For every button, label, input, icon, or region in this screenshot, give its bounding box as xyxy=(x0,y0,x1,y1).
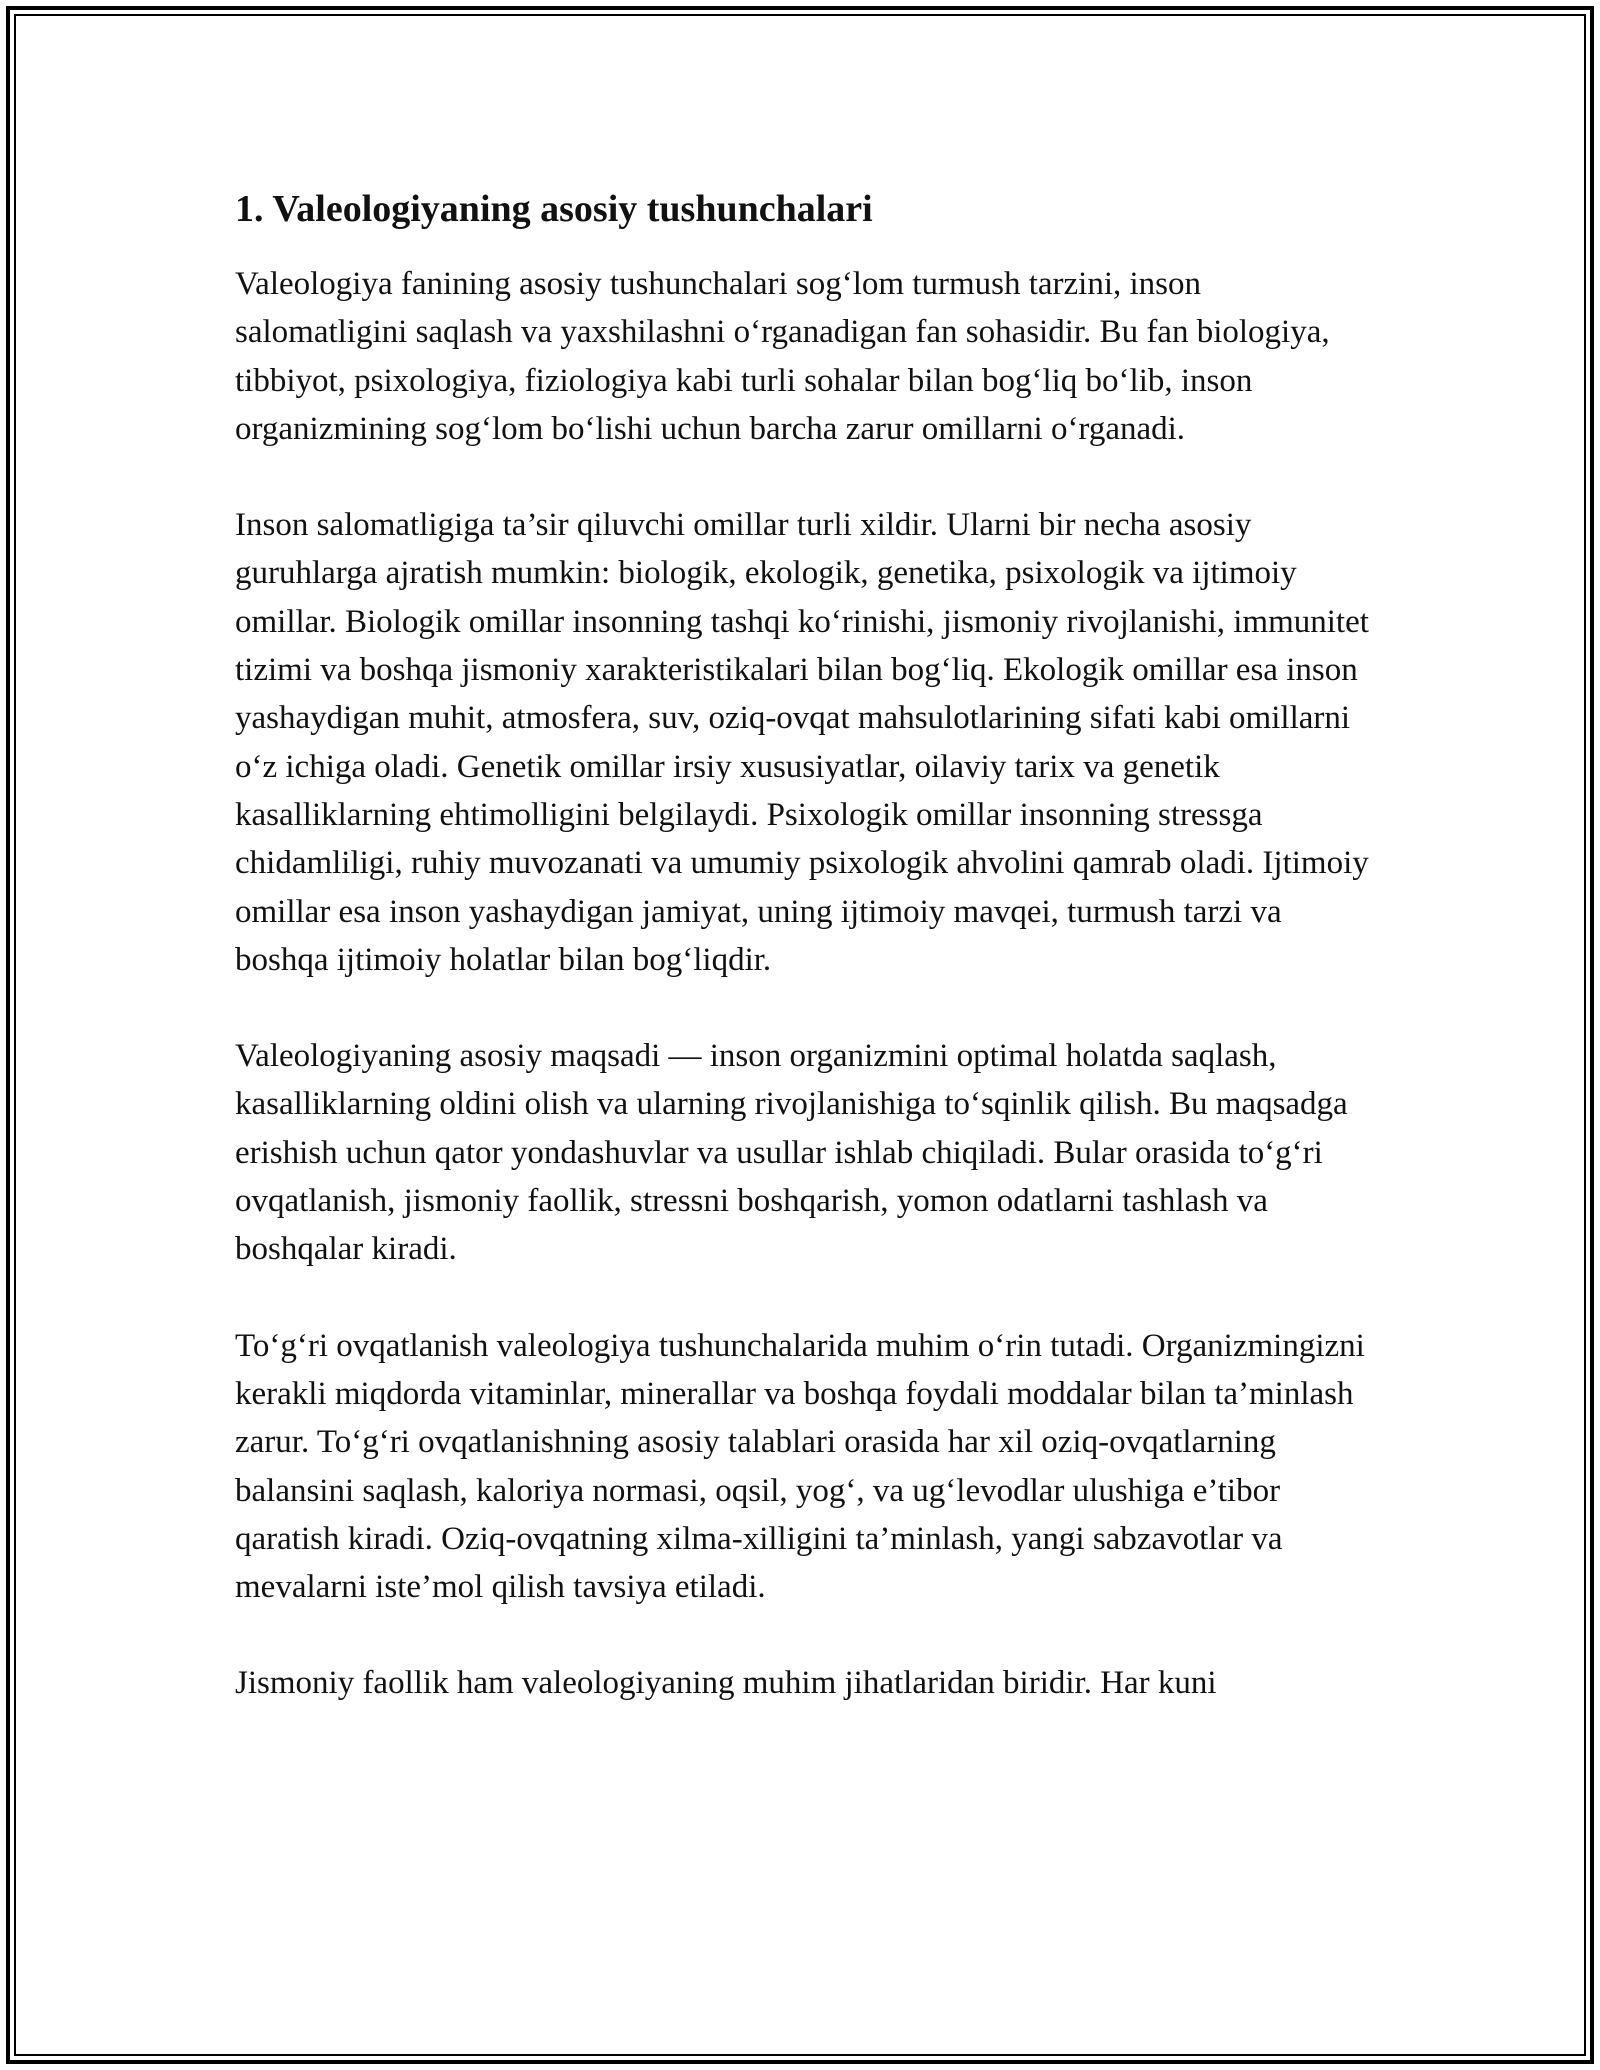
paragraph-4: To‘g‘ri ovqatlanish valeologiya tushunchalarida muhim o‘rin tutadi. Organizmingizni kerakli miqdorda vitaminlar, minerallar va boshqa foydali moddalar bilan ta’minlash zarur. To‘g‘ri ovqatlanishning asosiy talablari orasida har xil oziq-ovqatlarning balansini saqlash, kaloriya normasi, oqsil, yog‘, va ug‘levodlar ulushiga e’tibor qaratish kiradi. Oziq-ovqatning xilma-xilligini ta’minlash, yangi sabzavotlar va mevalarni iste’mol qilish tavsiya etiladi. xyxy=(235,1327,1365,1606)
paragraph-5: Jismoniy faollik ham valeologiyaning muhim jihatlaridan biridir. Har kuni xyxy=(235,1665,1217,1702)
section-heading: 1. Valeologiyaning asosiy tushunchalari xyxy=(235,188,873,230)
document-body xyxy=(235,186,1375,1756)
paragraph-3: Valeologiyaning asosiy maqsadi — inson organizmini optimal holatda saqlash, kasalliklarning oldini olish va ularning rivojlanishiga to‘sqinlik qilish. Bu maqsadga erishish uchun qator yondashuvlar va usullar ishlab chiqiladi. Bular orasida to‘g‘ri ovqatlanish, jismoniy faollik, stressni boshqarish, yomon odatlarni tashlash va boshqalar kiradi. xyxy=(235,1038,1348,1268)
paragraph-1: Valeologiya fanining asosiy tushunchalari sog‘lom turmush tarzini, inson salomatligini saqlash va yaxshilashni o‘rganadigan fan sohasidir. Bu fan biologiya, tibbiyot, psixologiya, fiziologiya kabi turli sohalar bilan bog‘liq bo‘lib, inson organizmining sog‘lom bo‘lishi uchun barcha zarur omillarni o‘rganadi. xyxy=(235,266,1330,447)
paragraph-2: Inson salomatligiga ta’sir qiluvchi omillar turli xildir. Ularni bir necha asosiy guruhlarga ajratish mumkin: biologik, ekologik, genetika, psixologik va ijtimoiy omillar. Biologik omillar insonning tashqi ko‘rinishi, jismoniy rivojlanishi, immunitet tizimi va boshqa jismoniy xarakteristikalari bilan bog‘liq. Ekologik omillar esa inson yashaydigan muhit, atmosfera, suv, oziq-ovqat mahsulotlarining sifati kabi omillarni o‘z ichiga oladi. Genetik omillar irsiy xususiyatlar, oilaviy tarix va genetik kasalliklarning ehtimolligini belgilaydi. Psixologik omillar insonning stressga chidamliligi, ruhiy muvozanati va umumiy psixologik ahvolini qamrab oladi. Ijtimoiy omillar esa inson yashaydigan jamiyat, uning ijtimoiy mavqei, turmush tarzi va boshqa ijtimoiy holatlar bilan bog‘liqdir. xyxy=(235,507,1369,978)
